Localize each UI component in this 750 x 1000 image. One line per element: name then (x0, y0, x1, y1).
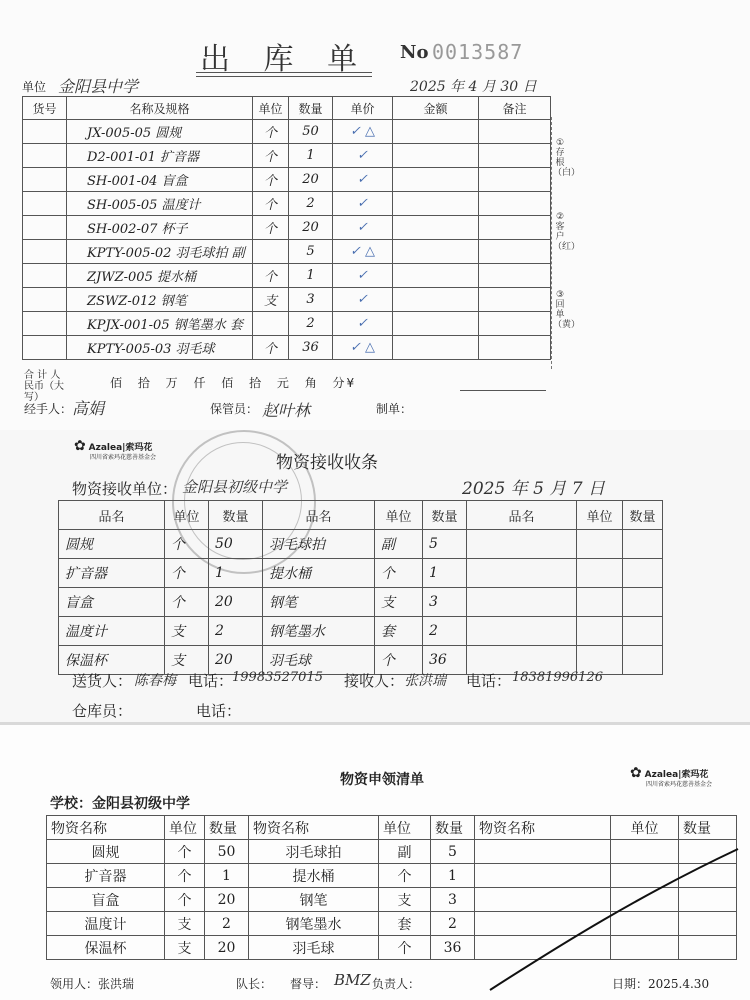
item-price-cell: ✓ (333, 144, 393, 168)
item-qty-cell: 50 (289, 120, 333, 144)
slip-row (23, 312, 551, 336)
item-qty-cell: 36 (289, 336, 333, 360)
item-qty-cell (623, 530, 663, 559)
item-name-cell: 温度计 (59, 617, 165, 646)
item-qty-cell: 50 (205, 840, 249, 864)
item-qty-cell: 5 (289, 240, 333, 264)
item-qty-cell (623, 617, 663, 646)
item-amount-cell (393, 288, 479, 312)
header-cell: 物资名称 (475, 816, 611, 840)
item-name-cell: 盲盒 (47, 888, 165, 912)
serial-number: 0013587 (432, 40, 524, 64)
item-name-cell: ZSWZ-012 钢笔 (67, 288, 253, 312)
header-cell: 数量 (205, 816, 249, 840)
handler-label: 经手人： (24, 402, 73, 416)
item-qty-cell: 1 (289, 144, 333, 168)
copy-label: ③回单（黄） (553, 290, 581, 330)
item-code-cell (23, 312, 67, 336)
item-name-cell (467, 617, 577, 646)
brand-name: Azalea|索玛花 (644, 770, 709, 780)
header-cell: 单位 (253, 97, 289, 120)
slip-row (23, 216, 551, 240)
receipt-header-row (59, 501, 663, 530)
deliverer-signature: 陈春梅 (134, 673, 176, 689)
item-qty-cell (623, 588, 663, 617)
item-qty-cell: 5 (423, 530, 467, 559)
item-name-cell (467, 559, 577, 588)
item-note-cell (479, 312, 551, 336)
item-unit-cell: 副 (375, 530, 423, 559)
item-code-cell (23, 336, 67, 360)
slip-row (23, 168, 551, 192)
school-label: 学校：金阳县初级中学 (50, 796, 190, 812)
item-name-cell: KPTY-005-03 羽毛球 (67, 336, 253, 360)
item-amount-cell (393, 144, 479, 168)
item-unit-cell: 个 (165, 864, 205, 888)
item-qty-cell: 36 (423, 646, 467, 675)
item-qty-cell: 20 (205, 936, 249, 960)
outbound-slip (0, 0, 750, 430)
item-qty-cell: 36 (431, 936, 475, 960)
item-qty-cell: 2 (289, 312, 333, 336)
receipt-title: 物资接收收条 (276, 453, 378, 473)
supervisor-signature: BMZ (334, 971, 371, 989)
item-name-cell: 提水桶 (249, 864, 379, 888)
header-cell: 品名 (467, 501, 577, 530)
flower-icon: ✿ (74, 438, 86, 454)
item-unit-cell: 支 (165, 646, 209, 675)
slip-row (23, 336, 551, 360)
slip-row (23, 120, 551, 144)
header-cell: 单位 (165, 816, 205, 840)
receipt-table (58, 500, 663, 675)
item-name-cell (467, 530, 577, 559)
item-name-cell: SH-002-07 杯子 (67, 216, 253, 240)
item-name-cell: 羽毛球拍 (263, 530, 375, 559)
item-note-cell (479, 144, 551, 168)
item-name-cell: 圆规 (59, 530, 165, 559)
item-name-cell: 钢笔墨水 (263, 617, 375, 646)
item-name-cell: 羽毛球 (263, 646, 375, 675)
header-cell: 物资名称 (47, 816, 165, 840)
header-cell: 单位 (379, 816, 431, 840)
item-name-cell: 盲盒 (59, 588, 165, 617)
item-qty-cell (623, 559, 663, 588)
item-name-cell: 圆规 (47, 840, 165, 864)
item-note-cell (479, 336, 551, 360)
slip-row (23, 192, 551, 216)
item-note-cell (479, 240, 551, 264)
item-unit-cell: 支 (253, 288, 289, 312)
item-qty-cell: 1 (289, 264, 333, 288)
receiver-unit-label: 物资接收单位： (72, 480, 178, 498)
recipient-phone-label: 电话： (466, 672, 512, 690)
serial-label: No (400, 42, 429, 63)
item-unit-cell: 个 (253, 120, 289, 144)
total-units: 佰 拾 万 仟 佰 拾 元 角 分¥ (110, 376, 357, 390)
deliverer-phone-label: 电话： (188, 672, 234, 690)
warehouse-label: 仓库员： (72, 702, 133, 720)
item-note-cell (479, 288, 551, 312)
item-unit-cell: 支 (165, 936, 205, 960)
header-cell: 单位 (165, 501, 209, 530)
recipient-label: 接收人： (344, 672, 405, 690)
item-unit-cell: 个 (165, 530, 209, 559)
item-name-cell: 保温杯 (59, 646, 165, 675)
title-underline-2 (196, 76, 372, 77)
unit-label: 单位 (22, 80, 47, 94)
item-qty-cell: 1 (423, 559, 467, 588)
item-name-cell (467, 588, 577, 617)
item-price-cell: ✓ (333, 312, 393, 336)
header-cell: 名称及规格 (67, 97, 253, 120)
item-name-cell: 扩音器 (59, 559, 165, 588)
header-cell: 数量 (679, 816, 737, 840)
item-unit-cell: 个 (253, 264, 289, 288)
item-price-cell: ✓ (333, 216, 393, 240)
item-name-cell: 羽毛球 (249, 936, 379, 960)
deliverer-phone: 19983527015 (232, 670, 323, 685)
date-label: 日期：2025.4.30 (612, 977, 710, 991)
keeper-signature: 赵叶林 (262, 401, 311, 420)
warehouse-phone-label: 电话： (196, 702, 242, 720)
unit-value: 金阳县中学 (58, 77, 139, 96)
item-note-cell (479, 168, 551, 192)
item-unit-cell (577, 588, 623, 617)
header-cell: 单价 (333, 97, 393, 120)
item-qty-cell: 2 (209, 617, 263, 646)
item-code-cell (23, 144, 67, 168)
item-qty-cell: 20 (209, 588, 263, 617)
item-amount-cell (393, 264, 479, 288)
item-name-cell: 钢笔 (249, 888, 379, 912)
slip-table (22, 96, 551, 382)
recipient-signature: 张洪瑞 (404, 673, 446, 689)
header-cell: 数量 (289, 97, 333, 120)
leader-label: 队长： (236, 977, 273, 991)
item-price-cell: ✓ (333, 288, 393, 312)
item-name-cell: KPTY-005-02 羽毛球拍 副 (67, 240, 253, 264)
item-name-cell: 保温杯 (47, 936, 165, 960)
item-code-cell (23, 192, 67, 216)
item-qty-cell: 20 (209, 646, 263, 675)
item-unit-cell: 支 (379, 888, 431, 912)
slip-header-row (23, 97, 551, 120)
item-note-cell (479, 120, 551, 144)
item-unit-cell: 套 (375, 617, 423, 646)
item-qty-cell: 1 (431, 864, 475, 888)
recipient-phone: 18381996126 (512, 670, 603, 685)
owner-label: 负责人： (372, 977, 421, 991)
item-name-cell: D2-001-01 扩音器 (67, 144, 253, 168)
item-unit-cell: 副 (379, 840, 431, 864)
item-name-cell: ZJWZ-005 提水桶 (67, 264, 253, 288)
requisition-logo (630, 765, 713, 789)
item-price-cell: ✓ △ (333, 336, 393, 360)
handler-signature: 高娟 (72, 399, 105, 418)
item-unit-cell: 个 (253, 144, 289, 168)
item-name-cell: KPJX-001-05 钢笔墨水 套 (67, 312, 253, 336)
item-qty-cell: 2 (205, 912, 249, 936)
item-qty-cell: 1 (209, 559, 263, 588)
item-unit-cell (577, 617, 623, 646)
brand-sub: 四川省索玛花慈善基金会 (90, 454, 157, 461)
item-price-cell: ✓ (333, 168, 393, 192)
slip-row (23, 240, 551, 264)
item-price-cell: ✓ △ (333, 120, 393, 144)
item-unit-cell: 个 (253, 336, 289, 360)
item-unit-cell: 个 (379, 864, 431, 888)
header-cell: 单位 (577, 501, 623, 530)
item-amount-cell (393, 336, 479, 360)
header-cell: 数量 (431, 816, 475, 840)
item-unit-cell: 套 (379, 912, 431, 936)
copy-label: ①存根（白） (553, 138, 581, 178)
header-cell: 数量 (623, 501, 663, 530)
item-name-cell: SH-005-05 温度计 (67, 192, 253, 216)
header-cell: 品名 (59, 501, 165, 530)
item-qty-cell: 3 (289, 288, 333, 312)
header-cell: 单位 (611, 816, 679, 840)
item-note-cell (479, 216, 551, 240)
item-code-cell (23, 288, 67, 312)
header-cell: 物资名称 (249, 816, 379, 840)
item-qty-cell: 2 (431, 912, 475, 936)
header-cell: 数量 (209, 501, 263, 530)
item-code-cell (23, 120, 67, 144)
item-note-cell (479, 192, 551, 216)
item-unit-cell: 个 (165, 840, 205, 864)
maker-label: 制单： (376, 402, 413, 416)
item-qty-cell: 1 (205, 864, 249, 888)
requisition-list (0, 725, 750, 1000)
item-unit-cell: 个 (253, 192, 289, 216)
item-qty-cell (623, 646, 663, 675)
brand-name: Azalea|索玛花 (88, 443, 153, 453)
item-name-cell: 温度计 (47, 912, 165, 936)
slip-row (23, 288, 551, 312)
claimant-label: 领用人：张洪瑞 (50, 977, 135, 991)
item-unit-cell: 个 (165, 559, 209, 588)
slip-row (23, 264, 551, 288)
title-underline (196, 72, 372, 73)
table-row (59, 617, 663, 646)
item-amount-cell (393, 216, 479, 240)
deliverer-label: 送货人： (72, 672, 133, 690)
item-unit-cell: 支 (165, 617, 209, 646)
table-row (59, 530, 663, 559)
item-name-cell: JX-005-05 圆规 (67, 120, 253, 144)
copy-divider (551, 117, 552, 369)
item-unit-cell: 个 (253, 216, 289, 240)
item-name-cell: 扩音器 (47, 864, 165, 888)
item-note-cell (479, 264, 551, 288)
item-name-cell: 羽毛球拍 (249, 840, 379, 864)
item-unit-cell: 个 (253, 168, 289, 192)
item-unit-cell: 个 (375, 646, 423, 675)
item-code-cell (23, 216, 67, 240)
total-label: 合 计 人民币（大写） (24, 370, 64, 403)
item-unit-cell: 个 (379, 936, 431, 960)
void-strike-line (470, 825, 740, 995)
item-qty-cell: 5 (431, 840, 475, 864)
item-unit-cell: 支 (375, 588, 423, 617)
receipt-logo (74, 438, 157, 462)
header-cell: 金额 (393, 97, 479, 120)
item-amount-cell (393, 312, 479, 336)
receiver-unit-value: 金阳县初级中学 (182, 478, 288, 496)
copy-label: ②客户（红） (553, 212, 581, 252)
item-name-cell: SH-001-04 盲盒 (67, 168, 253, 192)
item-qty-cell: 2 (423, 617, 467, 646)
item-price-cell: ✓ △ (333, 240, 393, 264)
item-price-cell: ✓ (333, 192, 393, 216)
item-amount-cell (393, 240, 479, 264)
table-row (59, 588, 663, 617)
receipt (0, 430, 750, 722)
item-unit-cell: 支 (165, 912, 205, 936)
item-qty-cell: 20 (205, 888, 249, 912)
slip-date: 2025 年 4 月 30 日 (410, 79, 537, 95)
item-unit-cell (253, 240, 289, 264)
item-qty-cell: 3 (423, 588, 467, 617)
receipt-date: 2025 年 5 月 7 日 (462, 479, 605, 499)
slip-row (23, 144, 551, 168)
item-amount-cell (393, 168, 479, 192)
item-name-cell: 钢笔 (263, 588, 375, 617)
item-code-cell (23, 240, 67, 264)
item-name-cell: 钢笔墨水 (249, 912, 379, 936)
item-amount-cell (393, 120, 479, 144)
item-unit-cell: 个 (375, 559, 423, 588)
header-cell: 货号 (23, 97, 67, 120)
item-qty-cell: 2 (289, 192, 333, 216)
flower-icon: ✿ (630, 765, 642, 781)
header-cell: 品名 (263, 501, 375, 530)
requisition-title: 物资申领清单 (340, 772, 424, 788)
item-code-cell (23, 168, 67, 192)
item-unit-cell: 个 (165, 588, 209, 617)
item-qty-cell: 20 (289, 168, 333, 192)
header-cell: 备注 (479, 97, 551, 120)
keeper-label: 保管员： (210, 402, 259, 416)
item-qty-cell: 20 (289, 216, 333, 240)
item-unit-cell (577, 530, 623, 559)
item-unit-cell (577, 559, 623, 588)
item-qty-cell: 3 (431, 888, 475, 912)
brand-sub: 四川省索玛花慈善基金会 (646, 781, 713, 788)
item-price-cell: ✓ (333, 264, 393, 288)
supervisor-label: 督导： (290, 977, 327, 991)
slip-title: 出 库 单 (200, 42, 370, 77)
header-cell: 单位 (375, 501, 423, 530)
item-amount-cell (393, 192, 479, 216)
item-unit-cell: 个 (165, 888, 205, 912)
table-row (59, 559, 663, 588)
item-name-cell: 提水桶 (263, 559, 375, 588)
header-cell: 数量 (423, 501, 467, 530)
item-qty-cell: 50 (209, 530, 263, 559)
item-unit-cell (253, 312, 289, 336)
amount-line (460, 390, 546, 391)
item-code-cell (23, 264, 67, 288)
